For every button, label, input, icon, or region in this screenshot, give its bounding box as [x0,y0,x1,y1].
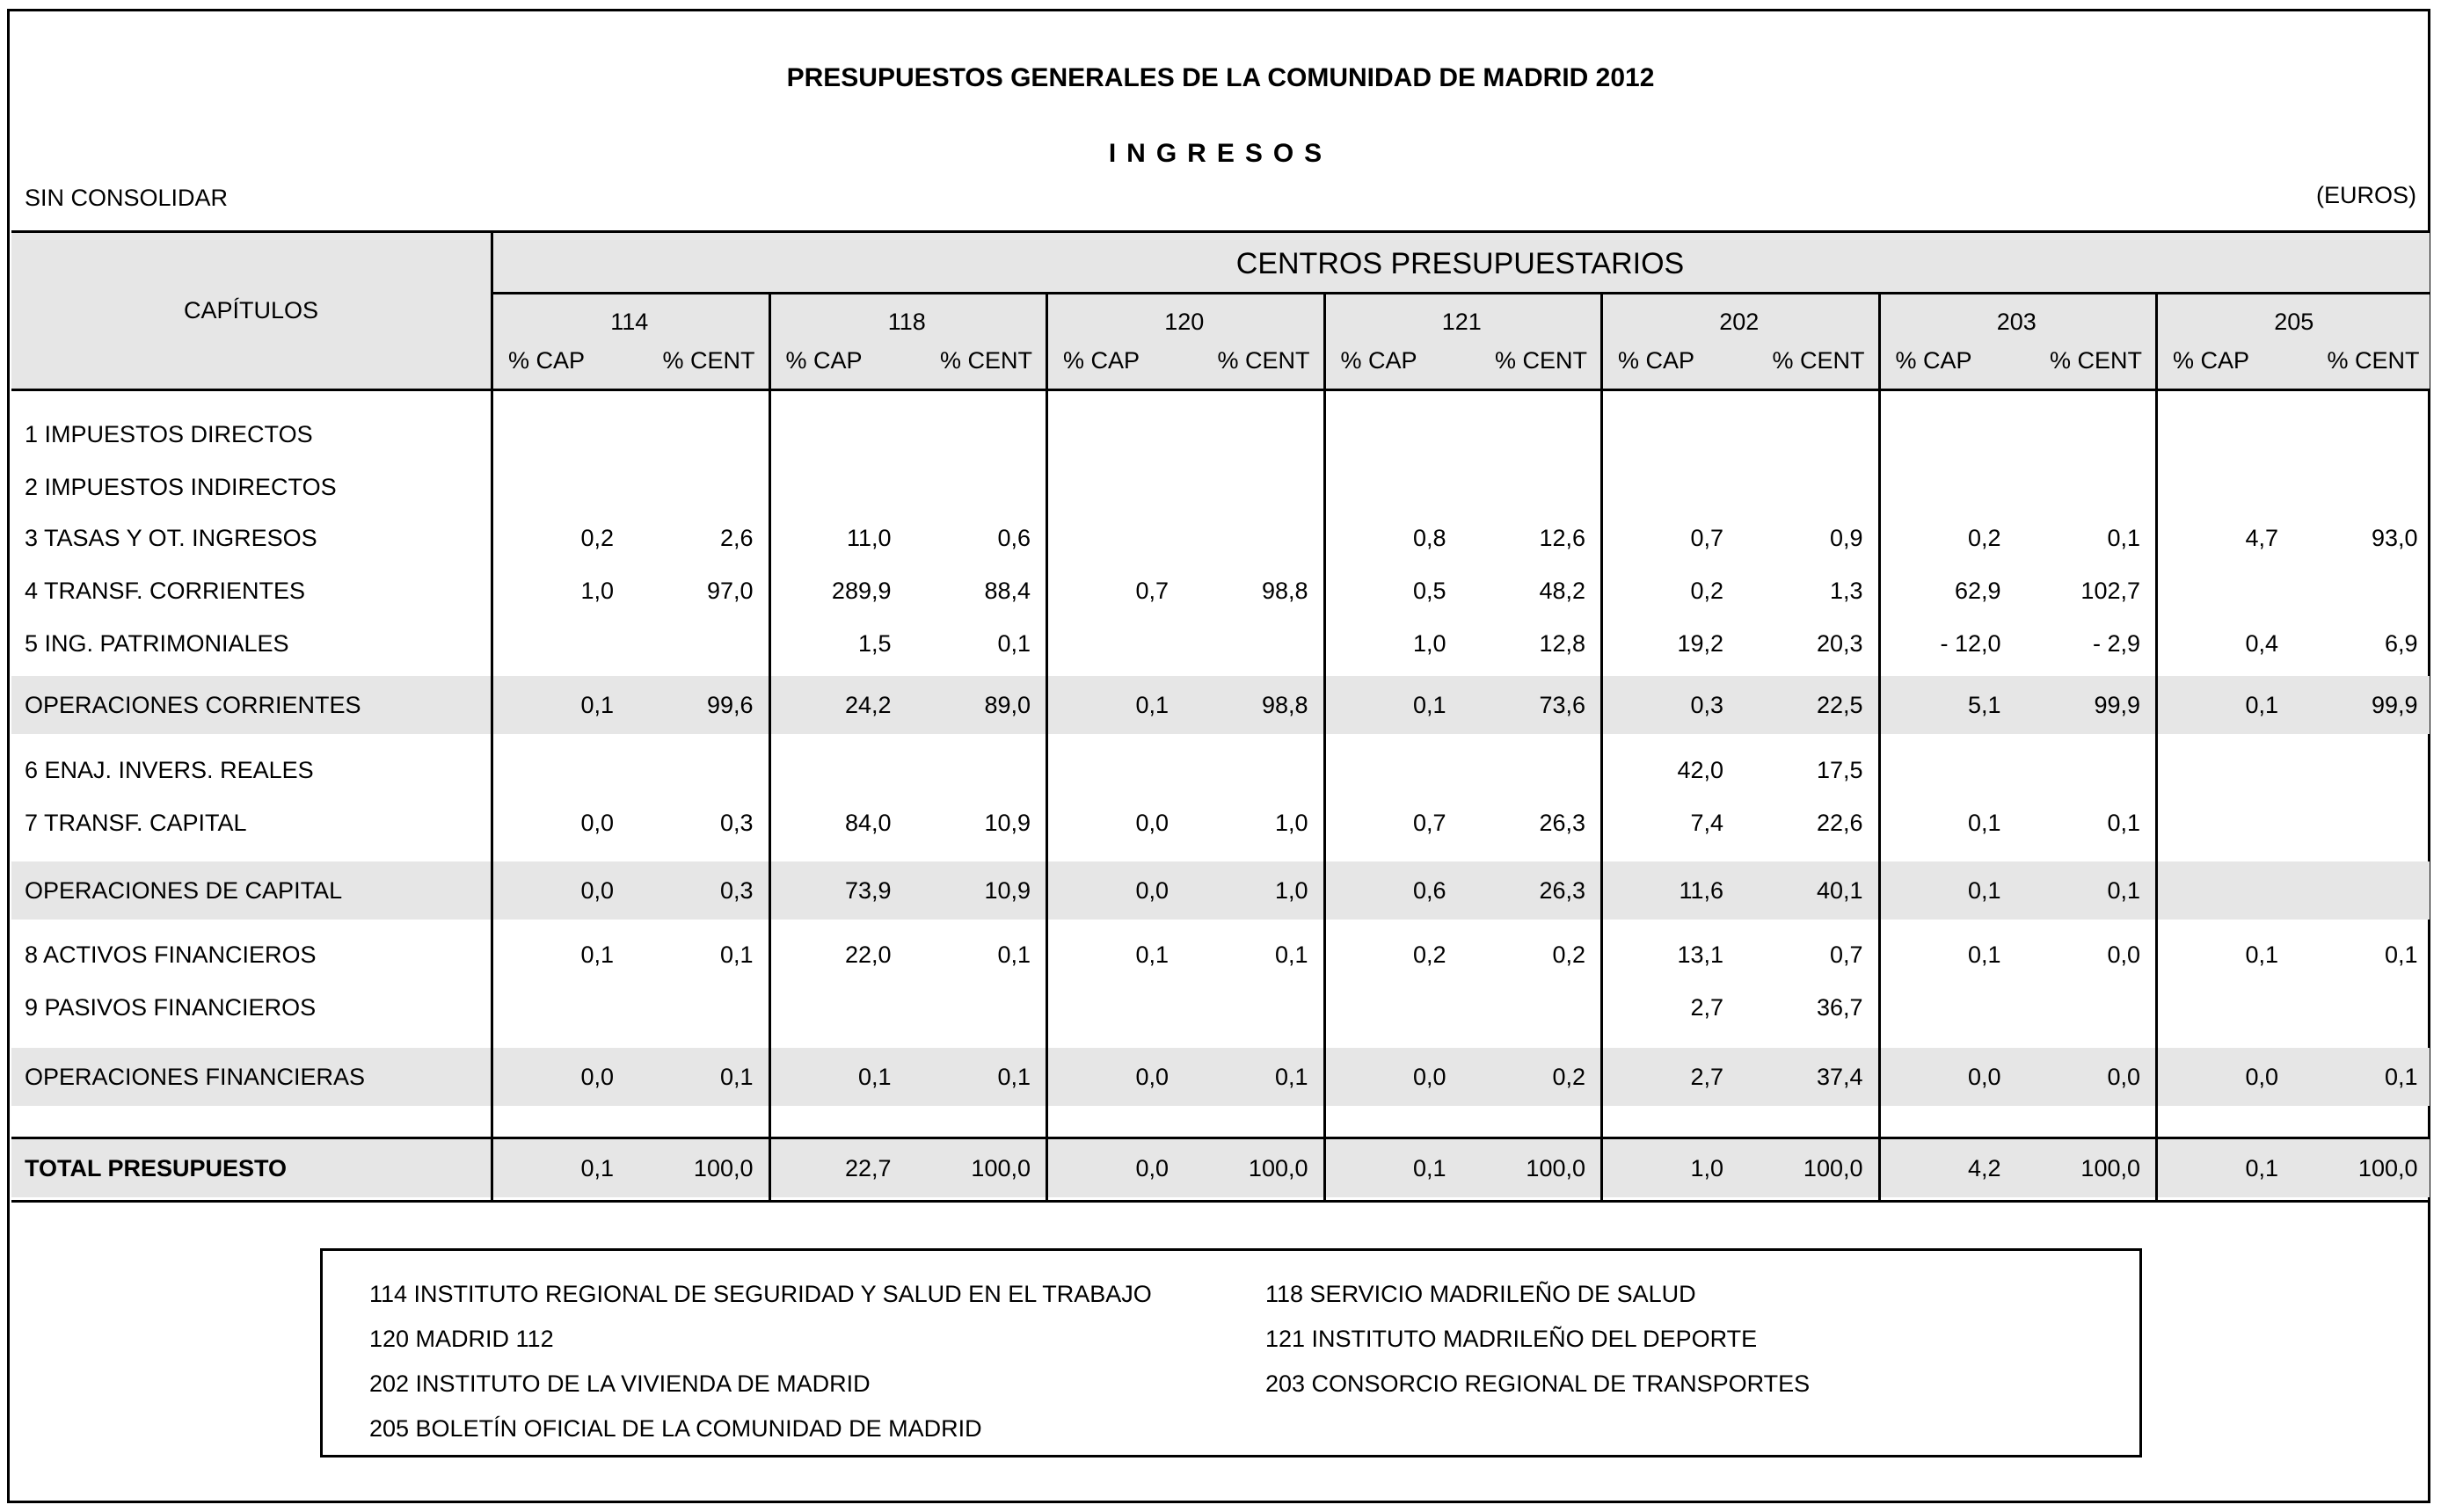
header-centros: CENTROS PRESUPUESTARIOS [1235,247,1685,280]
cell-value: 0,2 [1552,1064,1585,1090]
cell-value: 0,1 [1412,1155,1446,1181]
cell-value: 1,0 [1274,810,1308,836]
subcol-cent-header: % CENT [1217,347,1310,374]
subcol-cap-header: % CAP [2173,347,2250,374]
centro-header-202: 202 [1719,309,1760,335]
cell-value: 0,7 [1135,578,1169,604]
cell-value: 7,4 [1690,810,1723,836]
cell-value: 22,0 [844,941,892,968]
cell-value: 10,9 [984,810,1031,836]
cell-value: 13,1 [1677,941,1723,968]
cell-value: 0,2 [1967,525,2001,551]
cell-value: 0,0 [1135,810,1169,836]
cell-value: 0,0 [2245,1064,2278,1090]
cell-value: 4,2 [1967,1155,2001,1181]
subcol-cap-header: % CAP [508,347,586,374]
legend-box [320,1248,2142,1457]
budget-table [11,230,2430,1203]
cell-value: 0,0 [1135,1155,1169,1181]
cell-value: - 12,0 [1940,630,2001,657]
cell-value: 98,8 [1261,578,1308,604]
centro-header-120: 120 [1164,309,1205,335]
cell-value: 0,1 [2245,1155,2278,1181]
header-capitulos: CAPÍTULOS [183,297,319,323]
cell-value: 0,6 [1412,877,1446,904]
row-label: 1 IMPUESTOS DIRECTOS [25,421,313,447]
subcol-cent-header: % CENT [2049,347,2142,374]
cell-value: 0,5 [1412,578,1446,604]
legend-item: 205 BOLETÍN OFICIAL DE LA COMUNIDAD DE MADRID [369,1415,982,1442]
cell-value: 48,2 [1539,578,1585,604]
cell-value: 1,0 [1274,877,1308,904]
cell-value: 0,2 [1552,941,1585,968]
cell-value: 0,1 [2384,1064,2418,1090]
cell-value: 89,0 [984,692,1031,718]
cell-value: 0,1 [580,941,614,968]
legend-item: 118 SERVICIO MADRILEÑO DE SALUD [1265,1281,1696,1307]
cell-value: 84,0 [844,810,892,836]
cell-value: 99,6 [706,692,754,718]
cell-value: 26,3 [1539,810,1585,836]
row-label: 3 TASAS Y OT. INGRESOS [25,525,317,551]
row-label: 5 ING. PATRIMONIALES [25,630,289,657]
legend-item: 121 INSTITUTO MADRILEÑO DEL DEPORTE [1265,1326,1758,1352]
cell-value: 0,0 [1135,877,1169,904]
cell-value: 62,9 [1954,578,2001,604]
centro-header-121: 121 [1441,309,1482,335]
rule-top [11,230,2430,233]
cell-value: 0,0 [1135,1064,1169,1090]
cell-value: 0,3 [719,810,754,836]
cell-value: 99,9 [2094,692,2140,718]
centro-header-205: 205 [2274,309,2314,335]
cell-value: 37,4 [1816,1064,1863,1090]
cell-value: 17,5 [1816,757,1863,783]
cell-value: 0,3 [719,877,754,904]
page-subtitle: INGRESOS [1108,139,1333,168]
cell-value: 20,3 [1816,630,1863,657]
total-label: TOTAL PRESUPUESTO [25,1155,288,1181]
cell-value: 100,0 [693,1155,754,1181]
legend-item: 203 CONSORCIO REGIONAL DE TRANSPORTES [1265,1370,1811,1397]
cell-value: 36,7 [1816,994,1863,1021]
subcol-cap-header: % CAP [1063,347,1140,374]
subcol-cent-header: % CENT [662,347,755,374]
cell-value: 0,1 [857,1064,892,1090]
cell-value: 0,1 [2245,941,2278,968]
cell-value: 100,0 [1803,1155,1863,1181]
cell-value: - 2,9 [2092,630,2140,657]
subcol-cent-header: % CENT [2327,347,2420,374]
cell-value: 0,1 [1412,692,1446,718]
row-label: 6 ENAJ. INVERS. REALES [25,757,314,783]
cell-value: 5,1 [1967,692,2001,718]
cell-value: 11,0 [846,525,892,551]
cell-value: 2,7 [1690,994,1723,1021]
cell-value: 100,0 [1248,1155,1308,1181]
cell-value: 22,7 [844,1155,892,1181]
cell-value: 1,0 [580,578,614,604]
legend-item: 120 MADRID 112 [369,1326,554,1352]
cell-value: 0,1 [2245,692,2278,718]
cell-value: 0,7 [1412,810,1446,836]
cell-value: 6,9 [2384,630,2418,657]
cell-value: 0,0 [580,877,614,904]
cell-value: 0,0 [580,810,614,836]
scope-label: SIN CONSOLIDAR [25,185,229,211]
cell-value: 100,0 [971,1155,1031,1181]
cell-value: 12,6 [1539,525,1585,551]
legend-item: 114 INSTITUTO REGIONAL DE SEGURIDAD Y SALUD EN EL TRABAJO [369,1281,1152,1307]
cell-value: 1,0 [1412,630,1446,657]
rule-total-bottom [11,1200,2430,1203]
cell-value: 0,2 [1412,941,1446,968]
cell-value: 0,9 [1829,525,1863,551]
cell-value: 0,2 [580,525,614,551]
cell-value: 0,0 [2107,941,2140,968]
subcol-cap-header: % CAP [785,347,863,374]
row-label: 8 ACTIVOS FINANCIEROS [25,941,317,968]
cell-value: 2,6 [719,525,754,551]
cell-value: 0,1 [580,1155,614,1181]
unit-label: (EUROS) [2316,182,2416,208]
cell-value: 0,1 [1274,1064,1308,1090]
cell-value: 0,1 [2384,941,2418,968]
cell-value: 0,1 [997,630,1031,657]
cell-value: 0,1 [2107,525,2140,551]
cell-value: 0,1 [719,941,754,968]
cell-value: 97,0 [706,578,754,604]
cell-value: 1,0 [1690,1155,1723,1181]
rule-header-bottom [11,389,2430,391]
cell-value: 1,3 [1829,578,1863,604]
cell-value: 102,7 [2080,578,2140,604]
cell-value: 0,1 [1967,810,2001,836]
page-title: PRESUPUESTOS GENERALES DE LA COMUNIDAD DE MADRID 2012 [786,63,1655,92]
cell-value: 24,2 [844,692,892,718]
subtotal-label: OPERACIONES DE CAPITAL [25,877,343,904]
cell-value: 0,1 [580,692,614,718]
cell-value: 0,6 [997,525,1031,551]
cell-value: 100,0 [1526,1155,1585,1181]
centro-header-114: 114 [610,309,649,335]
cell-value: 19,2 [1677,630,1723,657]
cell-value: 98,8 [1261,692,1308,718]
cell-value: 0,1 [1967,877,2001,904]
rule-total-top [11,1137,2430,1139]
cell-value: 0,2 [1690,578,1723,604]
cell-value: 73,9 [844,877,892,904]
cell-value: 11,6 [1679,877,1723,904]
cell-value: 0,1 [2107,877,2140,904]
cell-value: 0,0 [1412,1064,1446,1090]
cell-value: 0,1 [1135,692,1169,718]
cell-value: 4,7 [2245,525,2278,551]
cell-value: 0,1 [997,941,1031,968]
subcol-cent-header: % CENT [1772,347,1865,374]
cell-value: 88,4 [984,578,1031,604]
cell-value: 0,8 [1412,525,1446,551]
cell-value: 0,1 [997,1064,1031,1090]
cell-value: 0,0 [580,1064,614,1090]
centro-header-203: 203 [1996,309,2037,335]
subcol-cap-header: % CAP [1340,347,1417,374]
cell-value: 0,3 [1690,692,1723,718]
cell-value: 42,0 [1677,757,1723,783]
subcol-cap-header: % CAP [1895,347,1972,374]
subcol-cent-header: % CENT [939,347,1032,374]
cell-value: 0,1 [2107,810,2140,836]
cell-value: 0,1 [1967,941,2001,968]
cell-value: 93,0 [2371,525,2418,551]
cell-value: 0,7 [1829,941,1863,968]
centro-header-118: 118 [887,309,926,335]
row-label: 7 TRANSF. CAPITAL [25,810,247,836]
cell-value: 26,3 [1539,877,1585,904]
cell-value: 0,0 [2107,1064,2140,1090]
cell-value: 12,8 [1539,630,1585,657]
row-label: 2 IMPUESTOS INDIRECTOS [25,474,337,500]
subcol-cent-header: % CENT [1494,347,1587,374]
subtotal-label: OPERACIONES FINANCIERAS [25,1064,366,1090]
rule-centros [491,292,2430,294]
cell-value: 0,1 [1135,941,1169,968]
row-label: 9 PASIVOS FINANCIEROS [25,994,317,1021]
cell-value: 0,0 [1967,1064,2001,1090]
cell-value: 0,1 [1274,941,1308,968]
cell-value: 0,7 [1690,525,1723,551]
cell-value: 100,0 [2080,1155,2140,1181]
cell-value: 0,4 [2245,630,2278,657]
subcol-cap-header: % CAP [1618,347,1695,374]
legend-item: 202 INSTITUTO DE LA VIVIENDA DE MADRID [369,1370,871,1397]
row-label: 4 TRANSF. CORRIENTES [25,578,306,604]
cell-value: 100,0 [2357,1155,2418,1181]
cell-value: 22,5 [1816,692,1863,718]
cell-value: 73,6 [1539,692,1585,718]
cell-value: 22,6 [1816,810,1863,836]
cell-value: 1,5 [857,630,892,657]
cell-value: 10,9 [984,877,1031,904]
cell-value: 99,9 [2371,692,2418,718]
subtotal-label: OPERACIONES CORRIENTES [25,692,361,718]
cell-value: 0,1 [719,1064,754,1090]
cell-value: 40,1 [1816,877,1863,904]
cell-value: 289,9 [831,578,892,604]
cell-value: 2,7 [1690,1064,1723,1090]
